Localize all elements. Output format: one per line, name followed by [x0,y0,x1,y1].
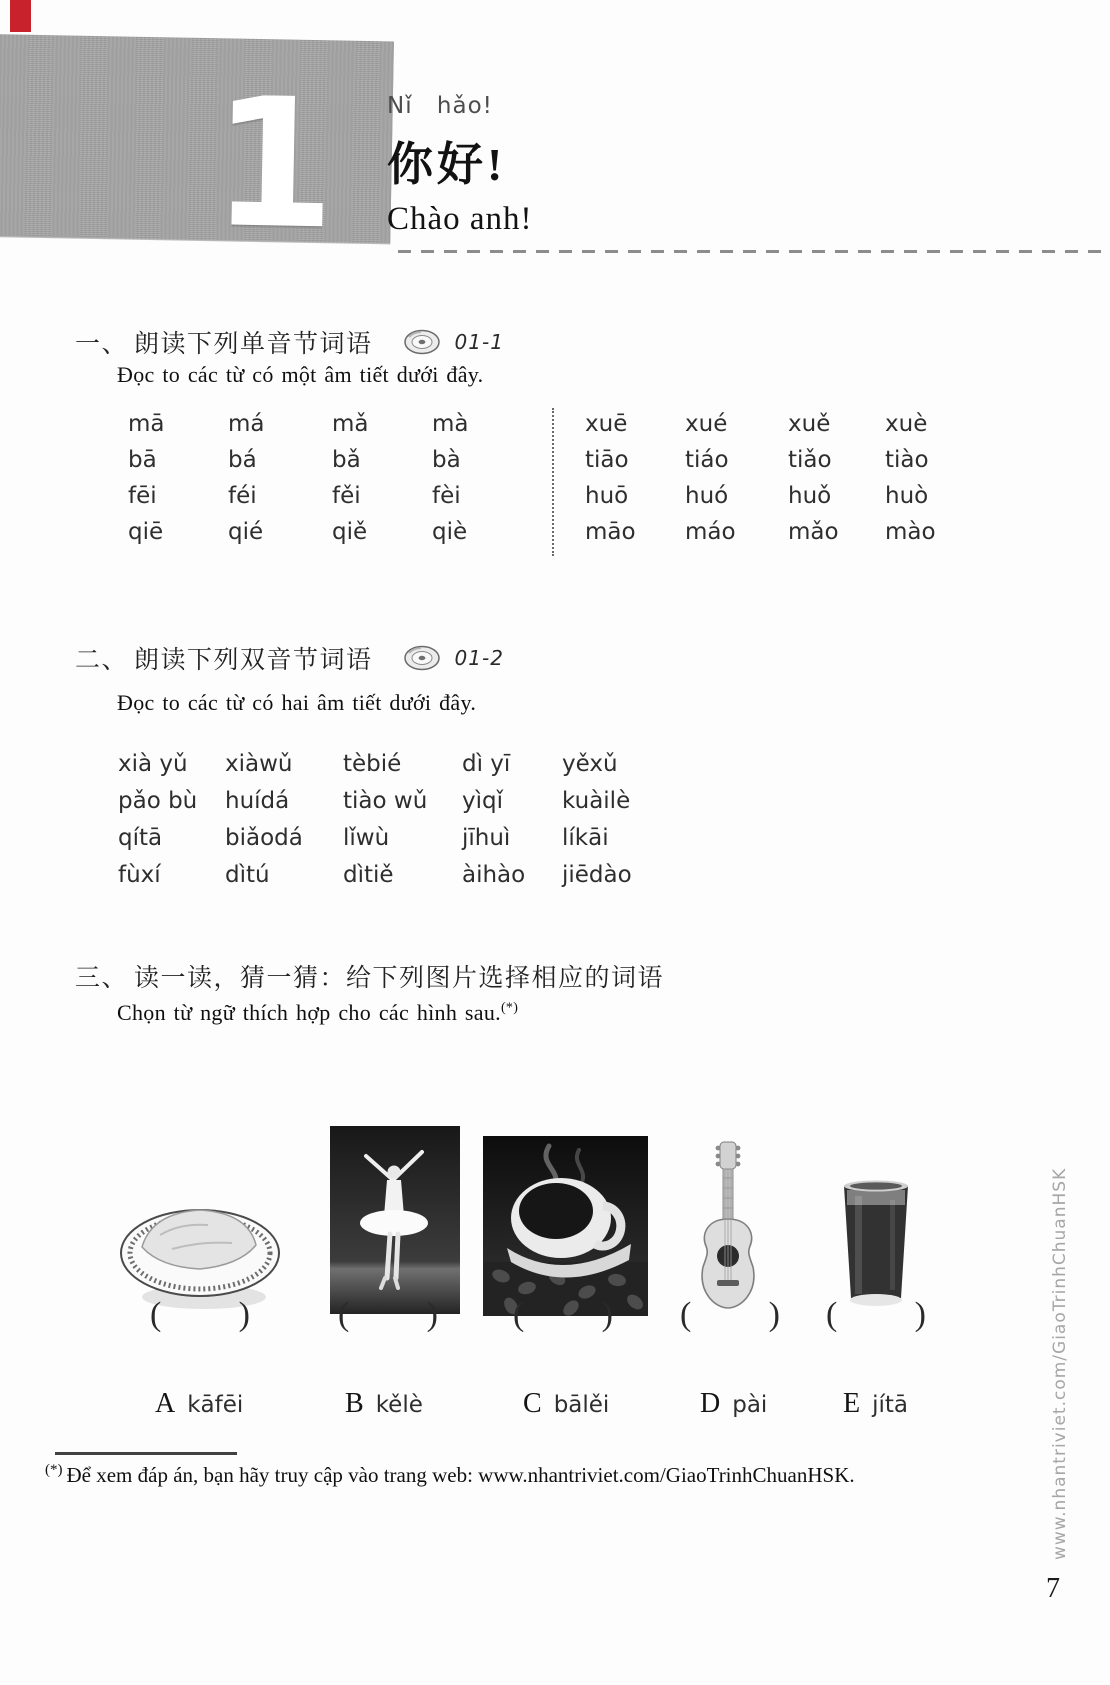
section-title: 朗读下列双音节词语 [134,647,373,674]
option-a [155,1388,243,1420]
monosyllable-table-left [128,412,512,545]
paren-close: ) [426,1296,438,1333]
lesson-title-vietnamese: Chào anh! [387,201,533,237]
pinyin-cell: lǐwù [343,825,390,851]
section-one-heading [75,324,504,360]
pinyin-cell: xuē [585,411,628,437]
section-one-instruction: Đọc to các từ có một âm tiết dưới đây. [117,362,484,387]
pinyin-cell: fēi [128,483,157,509]
paren-open: ( [150,1296,162,1333]
pinyin-cell: mà [432,411,469,437]
option-word: kāfēi [187,1392,244,1418]
section-three-instruction [117,1000,518,1026]
pinyin-cell: huó [685,483,729,509]
pinyin-cell: bà [432,447,461,473]
pinyin-cell: tiáo [685,447,729,473]
paren-close: ) [601,1296,613,1333]
option-c [523,1388,609,1420]
answer-blank [338,1296,438,1334]
pinyin-cell: mā [128,411,165,437]
paren-close: ) [914,1296,926,1333]
pinyin-cell: xiàwǔ [225,751,293,777]
option-d [700,1388,767,1420]
pinyin-cell: huǒ [788,483,832,509]
answer-blank [513,1296,613,1334]
guitar-photo [692,1140,764,1312]
option-letter: C [523,1388,542,1419]
lesson-title-pinyin: Nǐ hǎo! [387,93,493,119]
option-e [843,1388,908,1420]
audio-disc-icon [403,328,441,356]
footnote-mark: (*) [45,1462,63,1478]
paren-open: ( [680,1296,692,1333]
pinyin-cell: mǎ [332,411,369,437]
section-two-instruction: Đọc to các từ có hai âm tiết dưới đây. [117,690,477,715]
table-dotted-divider [552,408,554,556]
pinyin-cell: xué [685,411,728,437]
answer-blank [150,1296,250,1334]
monosyllable-table-right [585,412,965,545]
pinyin-cell: tiāo [585,447,629,473]
pinyin-cell: tiào wǔ [343,788,428,814]
page-corner-red-tab [10,0,31,32]
footnote [45,1462,855,1488]
footnote-reference-mark: (*) [500,1000,519,1016]
pinyin-cell: tiǎo [788,447,832,473]
pinyin-cell: qiě [332,519,368,545]
pinyin-cell: fùxí [118,862,161,888]
lesson-number: 1 [209,59,338,269]
pinyin-cell: fěi [332,483,361,509]
pinyin-cell: mǎo [788,519,839,545]
pinyin-cell: dì yī [462,751,511,777]
pinyin-cell: qiè [432,519,468,545]
pinyin-cell: xuě [788,411,831,437]
pinyin-cell: yěxǔ [562,751,618,777]
cola-glass-photo [834,1178,918,1310]
pinyin-cell: mào [885,519,936,545]
section-number: 一、 [75,331,129,358]
pinyin-cell: xuè [885,411,928,437]
pinyin-cell: bá [228,447,257,473]
pinyin-cell: dìtú [225,862,270,888]
option-word: jítā [872,1392,909,1418]
pinyin-cell: huò [885,483,929,509]
dashed-divider [398,250,1110,253]
section-title: 读一读，猜一猜：给下列图片选择相应的词语 [134,965,665,992]
audio-disc-icon [403,644,441,672]
pinyin-cell: huídá [225,788,290,814]
lesson-title-block [387,93,533,238]
option-word: bālěi [553,1392,610,1418]
coffee-cup-photo [483,1136,648,1316]
pinyin-cell: biǎodá [225,825,303,851]
paren-open: ( [826,1296,838,1333]
footnote-rule [55,1452,237,1455]
pinyin-cell: jīhuì [462,825,511,851]
pinyin-cell: dìtiě [343,862,394,888]
disyllable-table [118,752,672,888]
option-word: pài [732,1392,768,1418]
pinyin-cell: bā [128,447,157,473]
paren-open: ( [513,1296,525,1333]
section-title: 朗读下列单音节词语 [134,331,373,358]
audio-track-label: 01-1 [454,330,504,354]
sidebar-website-url: www.nhantriviet.com/GiaoTrinhChuanHSK [1050,1167,1070,1560]
lesson-title-hanzi: 你好! [387,139,507,190]
option-word: kělè [375,1392,423,1418]
pinyin-cell: qítā [118,825,163,851]
paren-open: ( [338,1296,350,1333]
pinyin-cell: má [228,411,265,437]
pinyin-cell: huō [585,483,629,509]
option-b [345,1388,423,1420]
section-three-heading [75,958,664,994]
pinyin-cell: yìqǐ [462,788,503,814]
page-number: 7 [1046,1573,1060,1604]
section-number: 三、 [75,965,129,992]
paren-close: ) [768,1296,780,1333]
instruction-text: Chọn từ ngữ thích hợp cho các hình sau. [117,1000,501,1025]
answer-blank [826,1296,926,1334]
pinyin-cell: qié [228,519,264,545]
pinyin-cell: féi [228,483,257,509]
pinyin-cell: fèi [432,483,461,509]
pinyin-cell: māo [585,519,636,545]
option-letter: E [843,1388,861,1419]
lesson-banner [0,34,394,269]
section-number: 二、 [75,647,129,674]
pinyin-cell: líkāi [562,825,609,851]
section-two-heading [75,640,504,676]
option-letter: D [700,1388,721,1419]
pinyin-cell: pǎo bù [118,788,198,814]
paren-close: ) [238,1296,250,1333]
pinyin-cell: xià yǔ [118,751,188,777]
pinyin-cell: tiào [885,447,929,473]
pinyin-cell: qiē [128,519,164,545]
option-letter: B [345,1388,364,1419]
pinyin-cell: tèbié [343,751,402,777]
footnote-text: Để xem đáp án, bạn hãy truy cập vào trang web: www.nhantriviet.com/GiaoTrinhChuanHSK. [66,1463,855,1487]
ballet-dancer-photo [330,1126,460,1314]
option-letter: A [155,1388,176,1419]
answer-blank [680,1296,780,1334]
pinyin-cell: kuàilè [562,788,631,814]
pinyin-cell: bǎ [332,447,361,473]
pinyin-cell: máo [685,519,736,545]
audio-track-label: 01-2 [454,646,504,670]
pinyin-cell: àihào [462,862,526,888]
pinyin-cell: jiēdào [562,862,632,888]
